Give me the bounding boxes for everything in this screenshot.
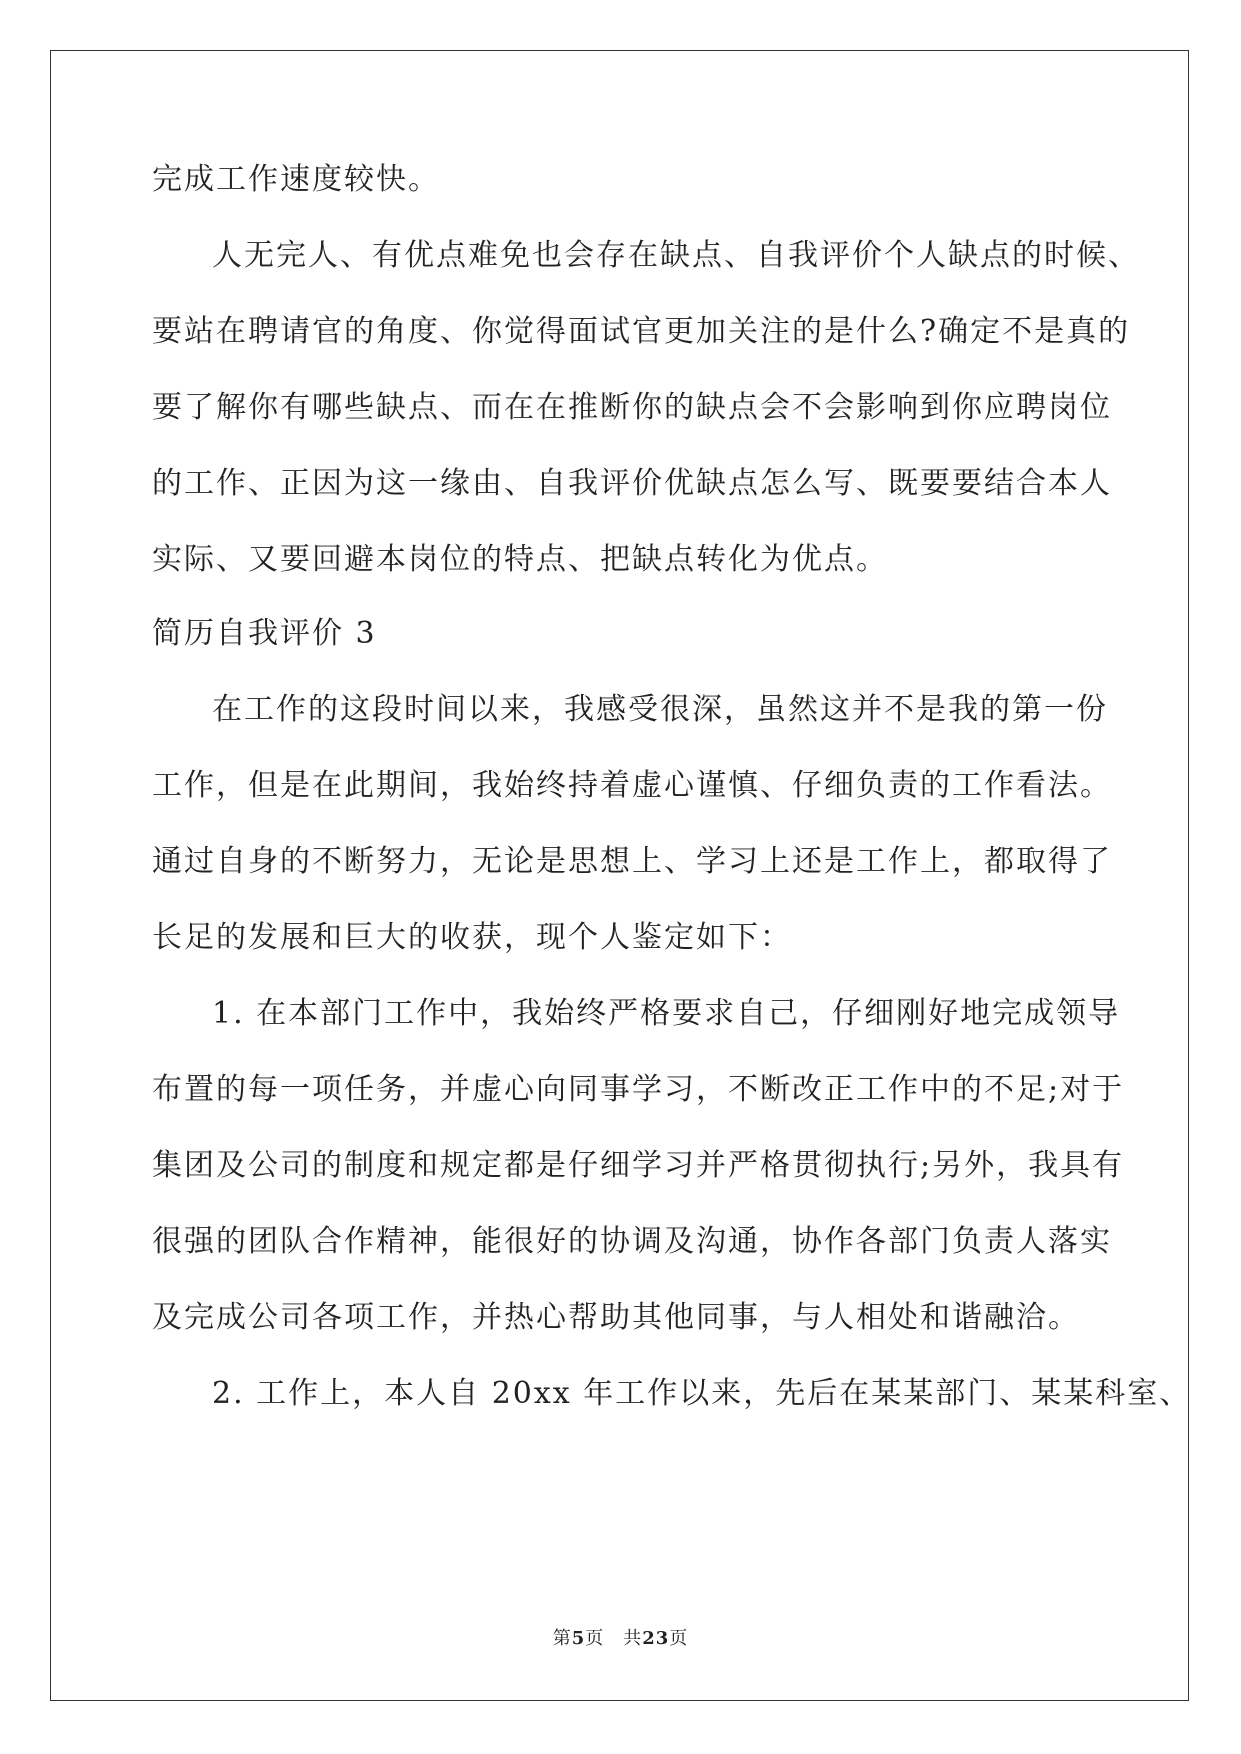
footer-suffix: 页 [669,1628,689,1649]
text-line: 要站在聘请官的角度、你觉得面试官更加关注的是什么?确定不是真的 [152,314,1131,349]
text-line: 1. 在本部门工作中，我始终严格要求自己，仔细刚好地完成领导 [212,996,1121,1031]
text-line: 人无完人、有优点难免也会存在缺点、自我评价个人缺点的时候、 [212,238,1140,273]
footer-prefix: 第 [552,1628,572,1649]
text-line: 2. 工作上，本人自 20xx 年工作以来，先后在某某部门、某某科室、 [212,1376,1192,1411]
text-line: 的工作、正因为这一缘由、自我评价优缺点怎么写、既要要结合本人 [152,466,1112,501]
page-footer [0,1624,1241,1650]
text-line: 工作，但是在此期间，我始终持着虚心谨慎、仔细负责的工作看法。 [152,768,1112,803]
footer-middle: 页 共 [585,1628,643,1649]
text-line: 通过自身的不断努力，无论是思想上、学习上还是工作上，都取得了 [152,844,1112,879]
text-line: 在工作的这段时间以来，我感受很深，虽然这并不是我的第一份 [212,692,1108,727]
text-line: 布置的每一项任务，并虚心向同事学习，不断改正工作中的不足;对于 [152,1072,1125,1107]
section-heading: 简历自我评价 3 [152,616,377,651]
text-line: 及完成公司各项工作，并热心帮助其他同事，与人相处和谐融洽。 [152,1300,1080,1335]
text-line: 实际、又要回避本岗位的特点、把缺点转化为优点。 [152,542,888,577]
text-line: 集团及公司的制度和规定都是仔细学习并严格贯彻执行;另外，我具有 [152,1148,1125,1183]
text-line: 很强的团队合作精神，能很好的协调及沟通，协作各部门负责人落实 [152,1224,1112,1259]
text-line: 完成工作速度较快。 [152,162,440,197]
current-page-number: 5 [571,1628,586,1649]
text-line: 长足的发展和巨大的收获，现个人鉴定如下： [152,920,792,955]
text-line: 要了解你有哪些缺点、而在在推断你的缺点会不会影响到你应聘岗位 [152,390,1112,425]
total-page-count: 23 [642,1628,670,1649]
